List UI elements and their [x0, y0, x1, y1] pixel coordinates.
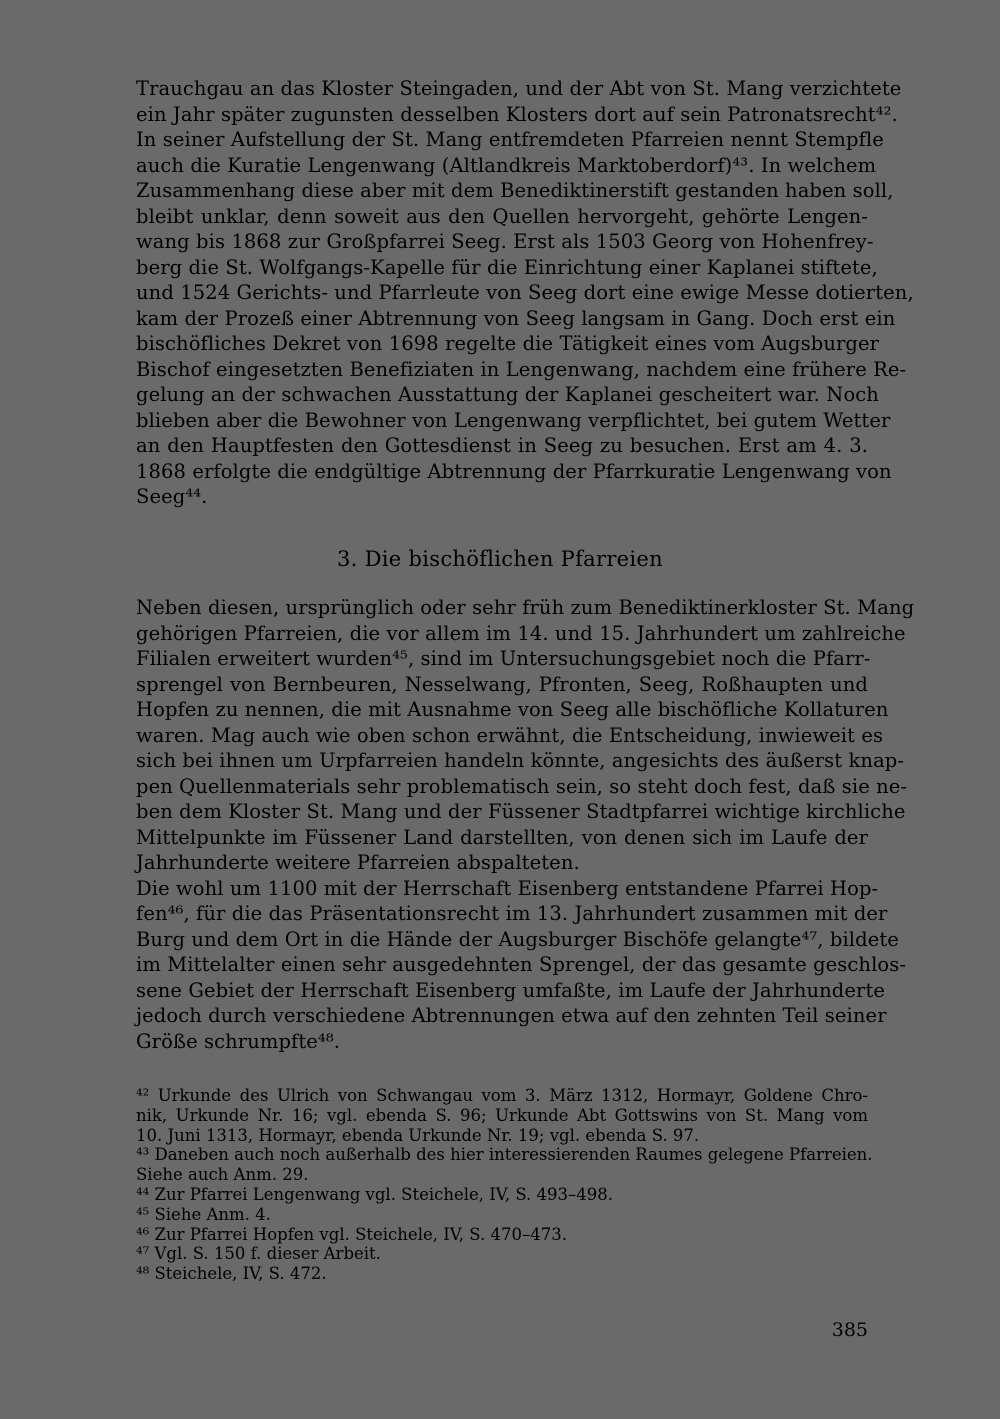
text-line: jedoch durch verschiedene Abtrennungen etwa auf den zehnten Teil seiner: [136, 1004, 887, 1027]
footnote-line: ⁴⁷ Vgl. S. 150 f. dieser Arbeit.: [136, 1244, 381, 1264]
text-line: Jahrhunderte weitere Pfarreien abspalteten.: [136, 851, 580, 874]
text-line: ein Jahr später zugunsten desselben Klosters dort auf sein Patronatsrecht⁴².: [136, 102, 898, 126]
text-line: Hopfen zu nennen, die mit Ausnahme von Seeg alle bischöfliche Kollaturen: [136, 698, 889, 721]
text-line: bleibt unklar, denn soweit aus den Quellen hervorgeht, gehörte Lengen-: [136, 204, 868, 228]
text-line: Trauchgau an das Kloster Steingaden, und der Abt von St. Mang verzichtete: [136, 77, 902, 100]
text-line: auch die Kuratie Lengenwang (Altlandkreis Marktoberdorf)⁴³. In welchem: [136, 153, 877, 177]
text-line: sich bei ihnen um Urpfarreien handeln könnte, angesichts des äußerst knap-: [136, 749, 905, 772]
footnotes: [136, 1086, 873, 1284]
footnote-line: ⁴³ Daneben auch noch außerhalb des hier interessierenden Raumes gelegene Pfarreien.: [136, 1145, 873, 1165]
text-line: gehörigen Pfarreien, die vor allem im 14. und 15. Jahrhundert um zahlreiche: [136, 621, 906, 645]
footnote-line: nik, Urkunde Nr. 16; vgl. ebenda S. 96; Urkunde Abt Gottswins von St. Mang vom: [136, 1105, 868, 1125]
footnote-line: 10. Juni 1313, Hormayr, ebenda Urkunde Nr. 19; vgl. ebenda S. 97.: [136, 1125, 700, 1145]
text-line: Größe schrumpfte⁴⁸.: [136, 1029, 341, 1053]
text-line: Mittelpunkte im Füssener Land darstellten, von denen sich im Laufe der: [136, 825, 868, 849]
text-line: Filialen erweitert wurden⁴⁵, sind im Untersuchungsgebiet noch die Pfarr-: [136, 647, 871, 670]
text-line: pen Quellenmaterials sehr problematisch sein, so steht doch fest, daß sie ne-: [136, 774, 908, 798]
text-line: kam der Prozeß einer Abtrennung von Seeg langsam in Gang. Doch erst ein: [136, 306, 896, 330]
paragraph-bischoefliche-pfarreien: [136, 595, 915, 876]
section-heading: 3. Die bischöflichen Pfarreien: [337, 547, 663, 571]
text-line: Neben diesen, ursprünglich oder sehr früh zum Benediktinerkloster St. Mang: [136, 596, 915, 619]
text-line: Die wohl um 1100 mit der Herrschaft Eisenberg entstandene Pfarrei Hop-: [136, 876, 879, 900]
page-number: 385: [831, 1319, 868, 1341]
text-line: 1868 erfolgte die endgültige Abtrennung der Pfarrkuratie Lengenwang von: [136, 459, 892, 483]
text-line: Seeg⁴⁴.: [136, 485, 208, 508]
text-line: fen⁴⁶, für die das Präsentationsrecht im 13. Jahrhundert zusammen mit der: [136, 902, 888, 925]
text-line: In seiner Aufstellung der St. Mang entfremdeten Pfarreien nennt Stempfle: [136, 128, 884, 151]
footnote-line: Siehe auch Anm. 29.: [136, 1165, 309, 1185]
footnote-line: ⁴² Urkunde des Ulrich von Schwangau vom 3. März 1312, Hormayr, Goldene Chro-: [136, 1086, 868, 1105]
text-line: ben dem Kloster St. Mang und der Füssener Stadtpfarrei wichtige kirchliche: [136, 800, 906, 823]
text-line: an den Hauptfesten den Gottesdienst in Seeg zu besuchen. Erst am 4. 3.: [136, 434, 868, 457]
text-line: waren. Mag auch wie oben schon erwähnt, die Entscheidung, inwieweit es: [136, 723, 884, 747]
text-line: sprengel von Bernbeuren, Nesselwang, Pfronten, Seeg, Roßhaupten und: [136, 672, 868, 696]
text-line: bischöfliches Dekret von 1698 regelte die Tätigkeit eines vom Augsburger: [136, 332, 880, 355]
footnote-line: ⁴⁸ Steichele, IV, S. 472.: [136, 1264, 327, 1284]
footnote-line: ⁴⁶ Zur Pfarrei Hopfen vgl. Steichele, IV, S. 470–473.: [136, 1224, 567, 1244]
text-line: gelung an der schwachen Ausstattung der Kaplanei gescheitert war. Noch: [136, 383, 879, 406]
text-line: Bischof eingesetzten Benefiziaten in Lengenwang, nachdem eine frühere Re-: [136, 357, 907, 381]
footnote-line: ⁴⁵ Siehe Anm. 4.: [136, 1204, 271, 1224]
text-line: und 1524 Gerichts- und Pfarrleute von Seeg dort eine ewige Messe dotierten,: [136, 281, 914, 304]
text-line: Zusammenhang diese aber mit dem Benediktinerstift gestanden haben soll,: [136, 179, 894, 202]
text-line: wang bis 1868 zur Großpfarrei Seeg. Erst als 1503 Georg von Hohenfrey-: [136, 230, 874, 253]
paragraph-lengenwang: [136, 76, 914, 510]
text-line: sene Gebiet der Herrschaft Eisenberg umfaßte, im Laufe der Jahrhunderte: [136, 978, 886, 1002]
paragraph-hopfen: [136, 876, 907, 1055]
text-line: berg die St. Wolfgangs-Kapelle für die Einrichtung einer Kaplanei stiftete,: [136, 255, 878, 279]
text-line: blieben aber die Bewohner von Lengenwang verpflichtet, bei gutem Wetter: [136, 408, 891, 432]
text-line: Burg und dem Ort in die Hände der Augsburger Bischöfe gelangte⁴⁷, bildete: [136, 927, 899, 951]
footnote-line: ⁴⁴ Zur Pfarrei Lengenwang vgl. Steichele, IV, S. 493–498.: [136, 1184, 614, 1204]
text-line: im Mittelalter einen sehr ausgedehnten Sprengel, der das gesamte geschlos-: [136, 953, 907, 976]
